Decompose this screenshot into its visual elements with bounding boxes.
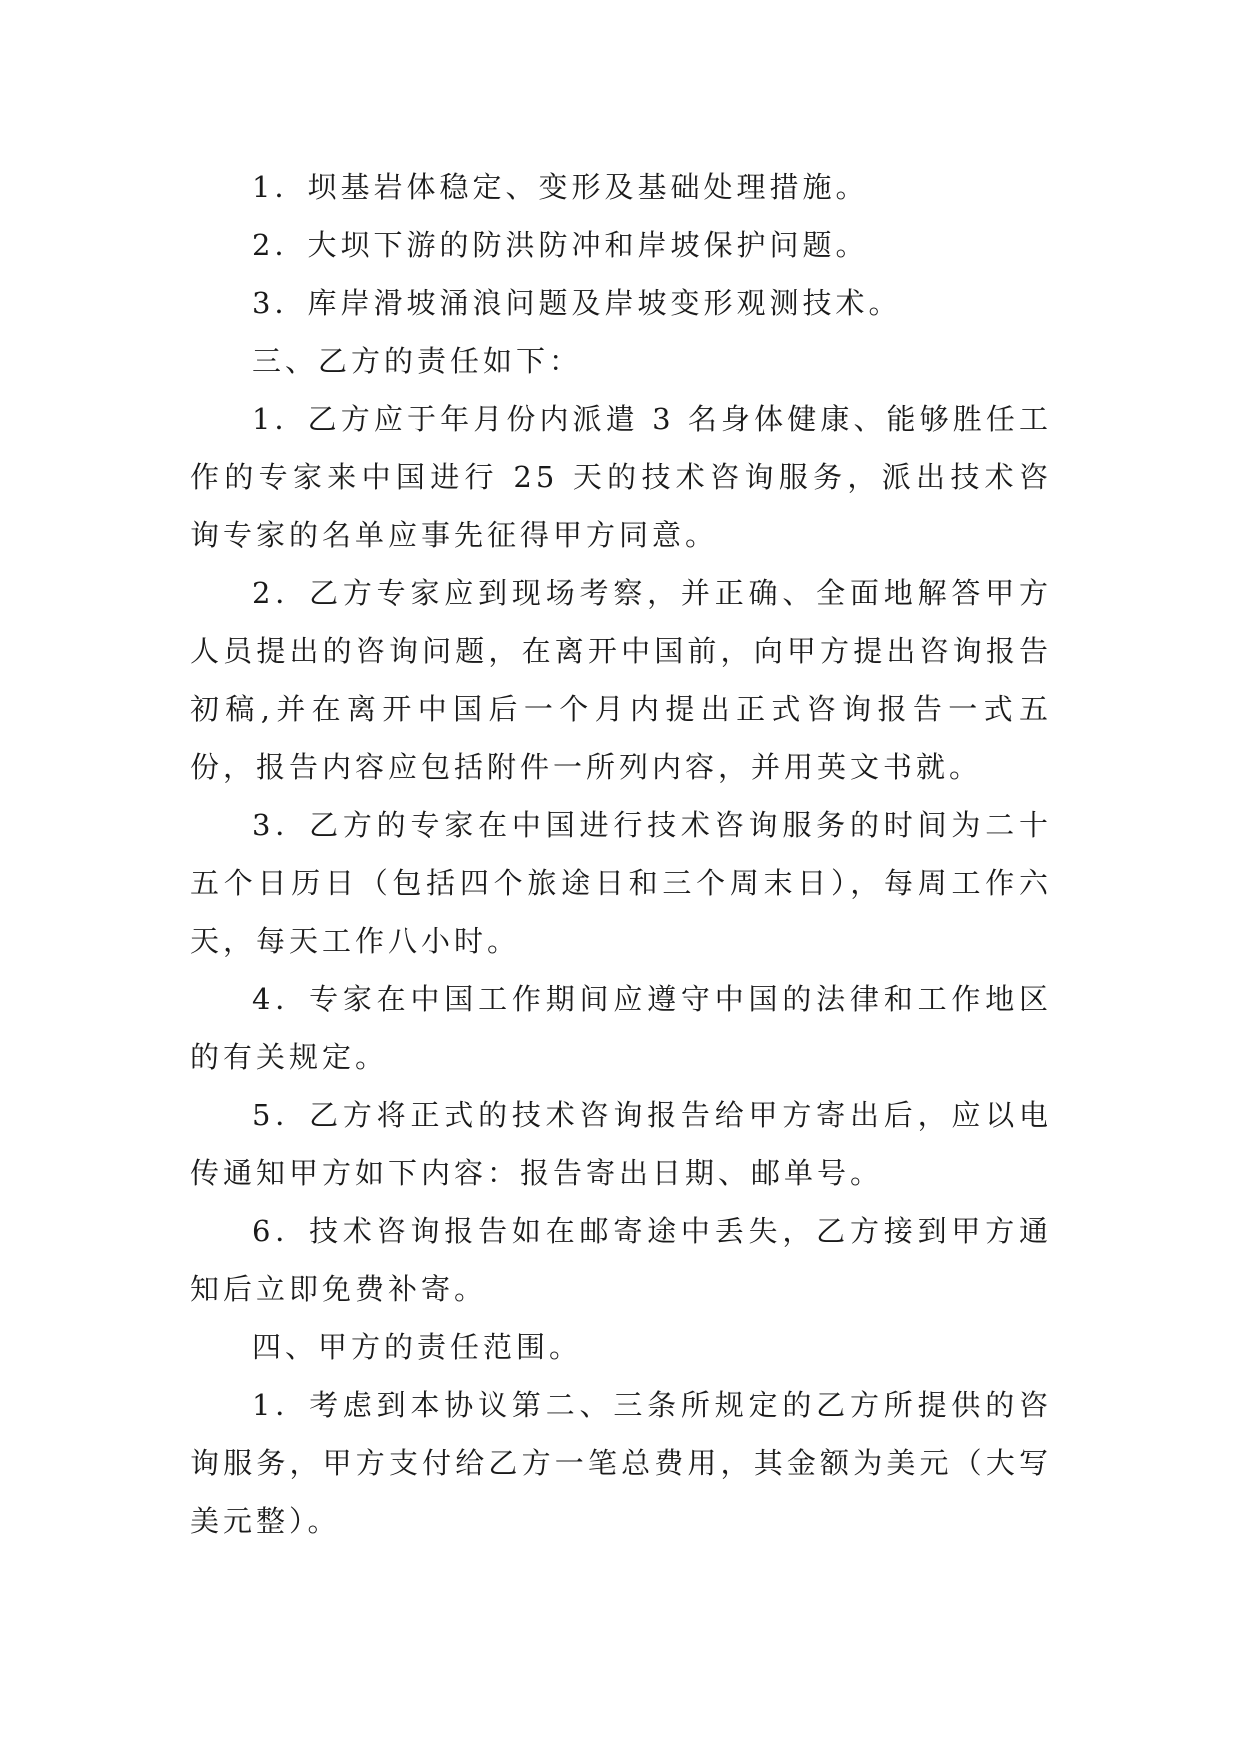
paragraph-4: 1．乙方应于年月份内派遣 3 名身体健康、能够胜任工作的专家来中国进行 25 天的技术咨询服务，派出技术咨询专家的名单应事先征得甲方同意。: [190, 402, 1052, 552]
paragraph-6: 3．乙方的专家在中国进行技术咨询服务的时间为二十五个日历日（包括四个旅途日和三个周末日），每周工作六天，每天工作八小时。: [190, 808, 1052, 958]
section-heading-3: 三、乙方的责任如下：: [252, 344, 583, 378]
section-heading-4: 四、甲方的责任范围。: [252, 1330, 583, 1364]
paragraph-2: 2．大坝下游的防洪防冲和岸坡保护问题。: [252, 228, 869, 262]
paragraph-8: 5．乙方将正式的技术咨询报告给甲方寄出后，应以电传通知甲方如下内容：报告寄出日期、邮单号。: [190, 1098, 1052, 1190]
paragraph-7: 4．专家在中国工作期间应遵守中国的法律和工作地区的有关规定。: [190, 982, 1052, 1074]
paragraph-5: 2．乙方专家应到现场考察，并正确、全面地解答甲方人员提出的咨询问题，在离开中国前，向甲方提出咨询报告初稿,并在离开中国后一个月内提出正式咨询报告一式五份，报告内容应包括附件一所列内容，并用英文书就。: [190, 576, 1052, 784]
paragraph-1: 1．坝基岩体稳定、变形及基础处理措施。: [252, 170, 869, 204]
paragraph-3: 3．库岸滑坡涌浪问题及岸坡变形观测技术。: [252, 286, 902, 320]
document-body: [190, 158, 1052, 1550]
paragraph-10: 1．考虑到本协议第二、三条所规定的乙方所提供的咨询服务，甲方支付给乙方一笔总费用，其金额为美元（大写美元整）。: [190, 1388, 1052, 1538]
paragraph-9: 6．技术咨询报告如在邮寄途中丢失，乙方接到甲方通知后立即免费补寄。: [190, 1214, 1052, 1306]
